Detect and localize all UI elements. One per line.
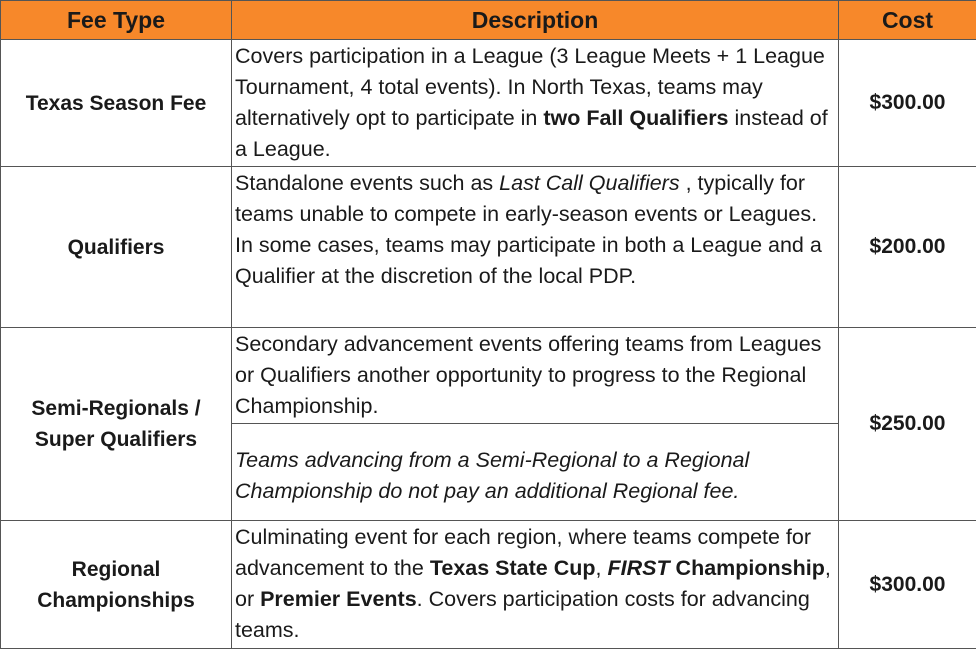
header-row [1,1,976,40]
header-fee-type: Fee Type [1,1,232,40]
description-text: . Covers participation costs for advancing teams. [235,587,810,642]
description-cell [232,167,839,328]
description-bold-text: Texas State Cup [429,556,596,580]
header-cost: Cost [839,1,976,40]
table-row-semi-regionals [1,328,976,424]
fee-type-line: Championships [37,588,195,612]
description-bold-text: Championship [669,556,825,580]
description-bold-italic-inner: FIRST [607,556,670,580]
description-bold-text: Premier Events [260,587,417,611]
header-description: Description [232,1,839,40]
description-cell: Secondary advancement events offering teams from Leagues or Qualifiers another opportunity to progress to the Regional Championship. [232,328,839,424]
description-text: , or [235,556,831,611]
cost-cell: $300.00 [839,521,976,649]
table-header [1,1,976,40]
fee-type-cell: Texas Season Fee [1,40,232,167]
description-cell [232,521,839,649]
fee-type-line: Semi-Regionals / [31,397,201,420]
description-bold-italic-text [607,556,669,580]
cost-cell: $200.00 [839,167,976,328]
description-text: , typically for teams unable to compete in early-season events or Leagues. In some cases, teams may participate in both a League and a Qualifier at the discretion of the local PDP. [235,171,822,288]
fee-type-line: Super Qualifiers [34,428,198,451]
fee-type-cell [1,328,232,521]
cost-cell: $250.00 [839,328,976,521]
fee-type-cell [1,521,232,649]
table-row-qualifiers [1,167,976,328]
description-text: instead of a League. [235,106,828,161]
table-row-regional-championships [1,521,976,649]
note-cell: Teams advancing from a Semi-Regional to a Regional Championship do not pay an additional Regional fee. [232,424,839,521]
description-bold-text: two Fall Qualifiers [543,106,729,130]
description-text: Covers participation in a League (3 League Meets + 1 League Tournament, 4 total events). In North Texas, teams may alternatively opt to participate in [235,44,825,130]
description-cell [232,40,839,167]
cost-cell: $300.00 [839,40,976,167]
table-row-texas-season-fee [1,40,976,167]
description-italic-text: Last Call Qualifiers [499,171,680,195]
fee-type-cell: Qualifiers [1,167,232,328]
description-text: Standalone events such as [235,171,500,195]
description-text: Culminating event for each region, where teams compete for advancement to the [235,525,812,580]
description-text: , [595,556,608,580]
fee-type-line: Regional [71,557,161,581]
